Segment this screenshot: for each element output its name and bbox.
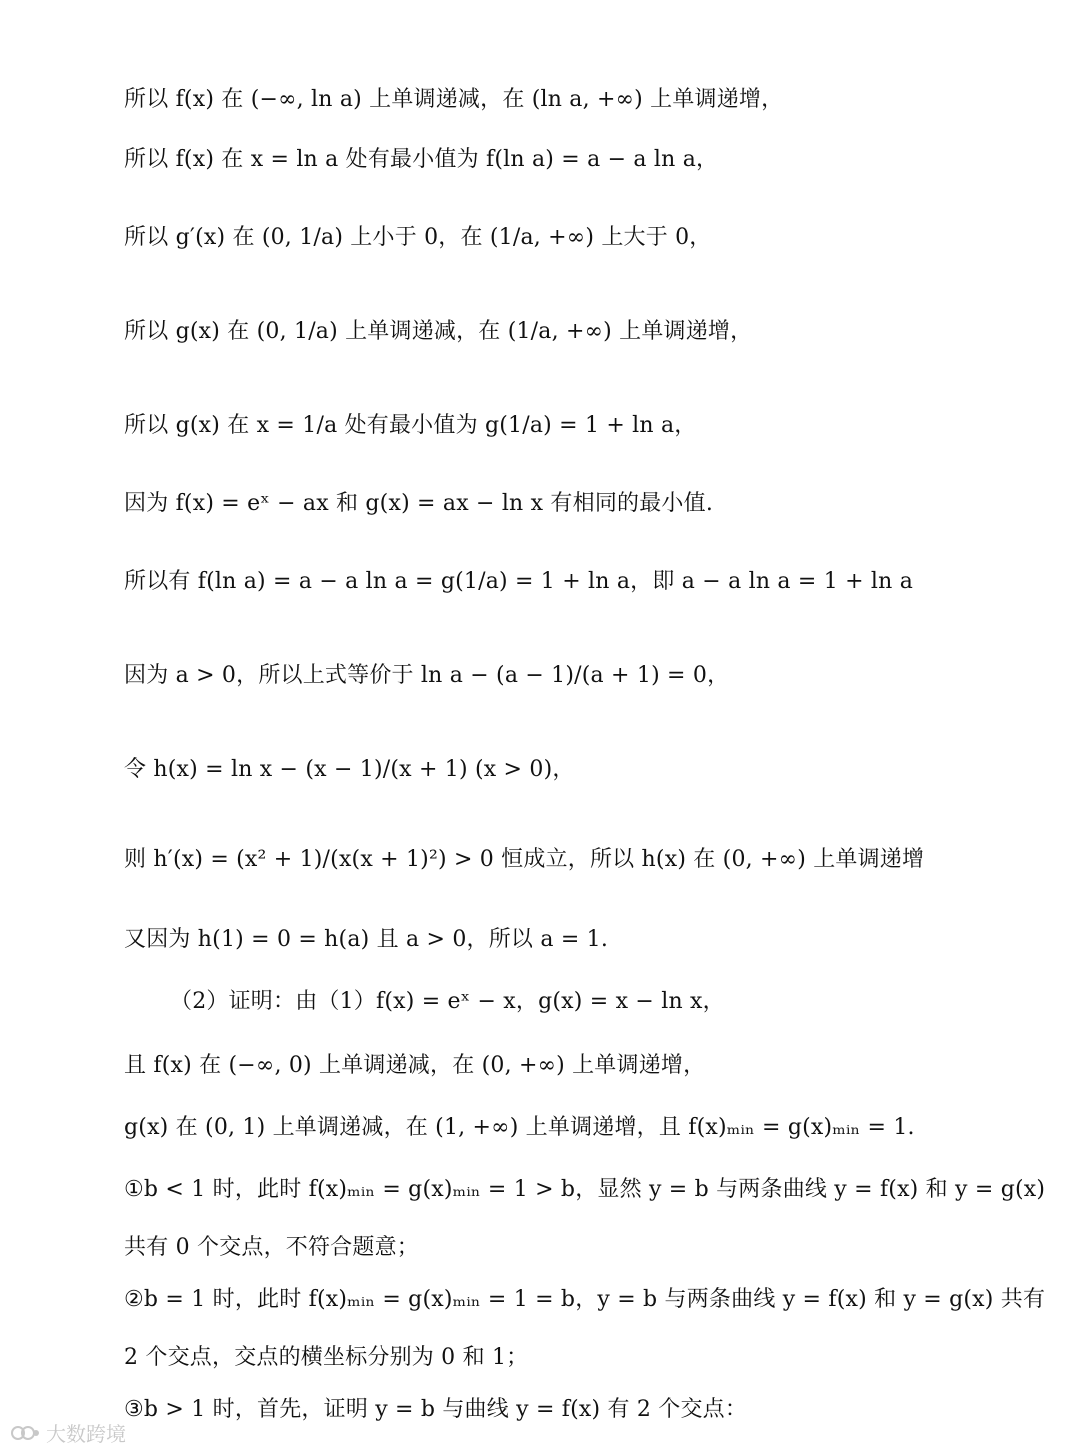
text-line-4: 所以 g(x) 在 (0, 1/a) 上单调递减，在 (1/a, +∞) 上单调递增， (124, 319, 753, 344)
text-line-1: 所以 f(x) 在 (−∞, ln a) 上单调递减，在 (ln a, +∞) 上单调递增， (124, 87, 784, 112)
text-line-6: 因为 f(x) = eˣ − ax 和 g(x) = ax − ln x 有相同的最小值. (124, 491, 714, 516)
text-line-2: 所以 f(x) 在 x = ln a 处有最小值为 f(ln a) = a − a ln a， (124, 147, 719, 172)
text-line-14: g(x) 在 (0, 1) 上单调递减，在 (1, +∞) 上单调递增，且 f(x)ₘᵢₙ = g(x)ₘᵢₙ = 1. (124, 1115, 915, 1140)
text-line-13: 且 f(x) 在 (−∞, 0) 上单调递减，在 (0, +∞) 上单调递增， (124, 1053, 706, 1078)
text-line-19: ③b > 1 时，首先，证明 y = b 与曲线 y = f(x) 有 2 个交点： (124, 1397, 748, 1422)
text-line-18: 2 个交点，交点的横坐标分别为 0 和 1； (124, 1345, 529, 1370)
text-line-15: ①b < 1 时，此时 f(x)ₘᵢₙ = g(x)ₘᵢₙ = 1 > b，显然 y = b 与两条曲线 y = f(x) 和 y = g(x) (124, 1177, 1046, 1202)
text-line-9: 令 h(x) = ln x − (x − 1)/(x + 1) (x > 0)， (124, 757, 575, 782)
text-line-8: 因为 a > 0，所以上式等价于 ln a − (a − 1)/(a + 1) = 0， (124, 663, 730, 688)
text-line-11: 又因为 h(1) = 0 = h(a) 且 a > 0，所以 a = 1. (124, 927, 609, 952)
watermark (10, 1418, 126, 1447)
text-line-17: ②b = 1 时，此时 f(x)ₘᵢₙ = g(x)ₘᵢₙ = 1 = b，y = b 与两条曲线 y = f(x) 和 y = g(x) 共有 (124, 1287, 1046, 1312)
brand-logo-icon (10, 1422, 40, 1444)
text-line-10: 则 h′(x) = (x² + 1)/(x(x + 1)²) > 0 恒成立，所以 h(x) 在 (0, +∞) 上单调递增 (124, 847, 925, 872)
text-line-7: 所以有 f(ln a) = a − a ln a = g(1/a) = 1 + ln a，即 a − a ln a = 1 + ln a (124, 569, 914, 594)
text-line-5: 所以 g(x) 在 x = 1/a 处有最小值为 g(1/a) = 1 + ln a， (124, 413, 697, 438)
watermark-text: 大数跨境 (46, 1422, 126, 1446)
text-line-3: 所以 g′(x) 在 (0, 1/a) 上小于 0，在 (1/a, +∞) 上大于 0， (124, 225, 712, 250)
text-line-16: 共有 0 个交点，不符合题意； (124, 1235, 419, 1260)
text-line-12: （2）证明：由（1）f(x) = eˣ − x，g(x) = x − ln x， (170, 989, 725, 1014)
